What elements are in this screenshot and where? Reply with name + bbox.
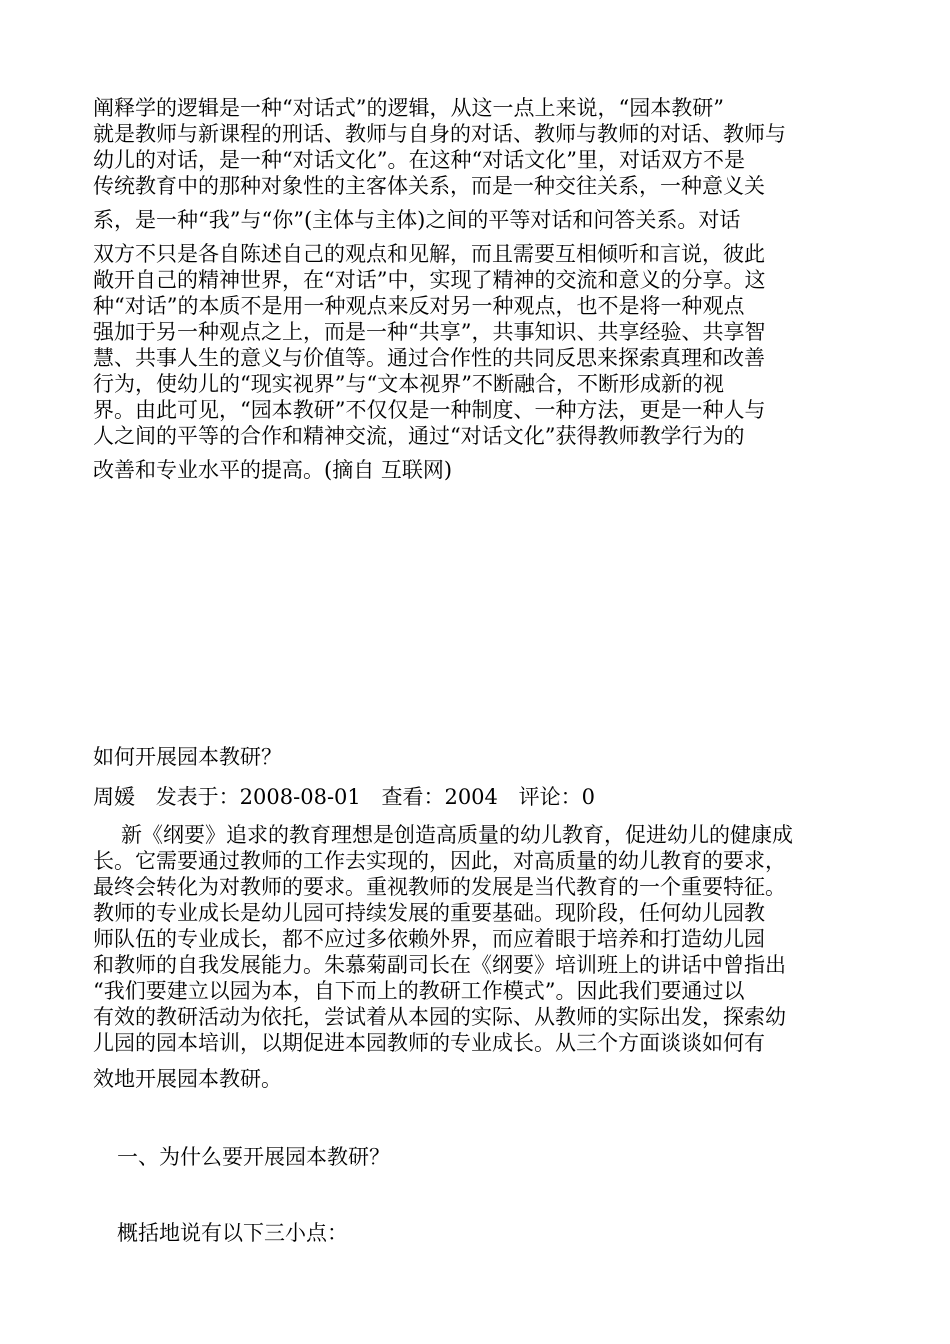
text-line: 效地开展园本教研。 <box>93 1067 282 1091</box>
text-line: 敞开自己的精神世界，在“对话”中，实现了精神的交流和意义的分享。这 <box>93 268 766 292</box>
text-line: 师队伍的专业成长，都不应过多依赖外界，而应着眼于培养和打造幼儿园 <box>93 927 765 951</box>
text-line: 传统教育中的那种对象性的主客体关系，而是一种交往关系，一种意义关 <box>93 174 765 198</box>
text-line: 长。它需要通过教师的工作去实现的，因此，对高质量的幼儿教育的要求， <box>93 849 786 873</box>
section-heading: 一、为什么要开展园本教研？ <box>117 1145 390 1169</box>
article-meta <box>93 784 609 810</box>
text-line: 慧、共事人生的意义与价值等。通过合作性的共同反思来探索真理和改善 <box>93 346 765 370</box>
text-line: 和教师的自我发展能力。朱慕菊副司长在《纲要》培训班上的讲话中曾指出 <box>93 953 786 977</box>
text-line: 儿园的园本培训，以期促进本园教师的专业成长。从三个方面谈谈如何有 <box>93 1031 765 1055</box>
text-line: 行为，使幼儿的“现实视界”与“文本视界”不断融合，不断形成新的视 <box>93 372 724 396</box>
section-summary: 概括地说有以下三小点： <box>117 1221 348 1245</box>
text-line: 最终会转化为对教师的要求。重视教师的发展是当代教育的一个重要特征。 <box>93 875 786 899</box>
comment-count: 评论：0 <box>518 785 595 809</box>
text-line: 改善和专业水平的提高。(摘自 互联网) <box>93 458 453 482</box>
text-line: 有效的教研活动为依托，尝试着从本园的实际、从教师的实际出发，探索幼 <box>93 1005 786 1029</box>
text-line: 系，是一种“我”与“你”(主体与主体)之间的平等对话和问答关系。对话 <box>93 208 741 232</box>
text-line: “我们要建立以园为本，自下而上的教研工作模式”。因此我们要通过以 <box>93 979 745 1003</box>
text-line: 新《纲要》追求的教育理想是创造高质量的幼儿教育，促进幼儿的健康成 <box>121 823 793 847</box>
text-line: 人之间的平等的合作和精神交流，通过“对话文化”获得教师教学行为的 <box>93 424 745 448</box>
article-title: 如何开展园本教研？ <box>93 745 282 769</box>
text-line: 幼儿的对话，是一种“对话文化”。在这种“对话文化”里，对话双方不是 <box>93 148 745 172</box>
text-line: 界。由此可见，“园本教研”不仅仅是一种制度、一种方法，更是一种人与 <box>93 398 766 422</box>
text-line: 种“对话”的本质不是用一种观点来反对另一种观点，也不是将一种观点 <box>93 294 745 318</box>
article1-paragraph <box>93 95 863 483</box>
article2-paragraph <box>93 822 863 1092</box>
post-date: 发表于：2008-08-01 <box>155 785 361 809</box>
text-line: 强加于另一种观点之上，而是一种“共享”，共事知识、共享经验、共享智 <box>93 320 766 344</box>
author-name: 周媛 <box>93 785 135 809</box>
text-line: 双方不只是各自陈述自己的观点和见解，而且需要互相倾听和言说，彼此 <box>93 242 765 266</box>
view-count: 查看：2004 <box>381 785 498 809</box>
text-line: 阐释学的逻辑是一种“对话式”的逻辑，从这一点上来说，“园本教研” <box>93 96 724 120</box>
text-line: 教师的专业成长是幼儿园可持续发展的重要基础。现阶段，任何幼儿园教 <box>93 901 765 925</box>
text-line: 就是教师与新课程的刑话、教师与自身的对话、教师与教师的对话、教师与 <box>93 122 786 146</box>
